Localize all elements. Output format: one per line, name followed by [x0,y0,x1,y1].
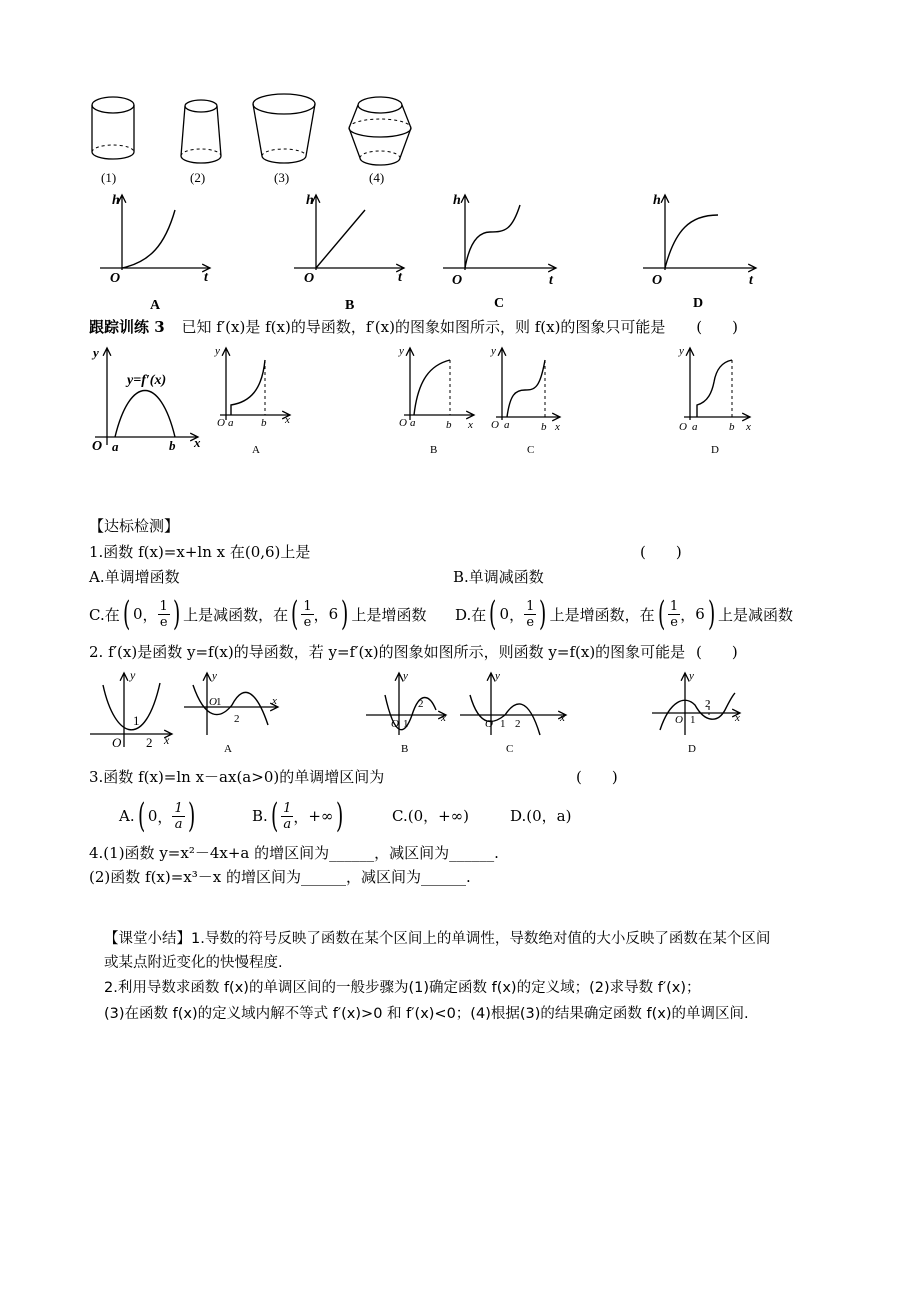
container-label-1: (1) [101,170,117,185]
svg-text:O: O [452,273,463,288]
q1-option-a: A.单调增函数 [89,568,180,586]
q2-derivative-graph [90,668,172,750]
q2-blank: ( ) [695,643,738,661]
svg-text:x: x [272,695,277,707]
exercise3-option-c [490,345,560,456]
svg-text:y: y [403,670,408,682]
q2-stem-line [89,641,738,662]
svg-text:a: a [228,417,234,429]
svg-text:a: a [410,417,416,429]
q2-label-d: D [688,743,696,755]
svg-text:b: b [169,438,176,453]
svg-text:y: y [689,670,694,682]
ht-graph-a [100,193,210,313]
svg-text:h: h [453,193,461,208]
q2-option-d [652,670,740,755]
container-label-3: (3) [274,170,290,185]
derivative-graph [91,345,201,454]
svg-text:O: O [391,718,399,730]
q1-option-d: D.在 ( 0 ， $\frac{1}{e}$ ) 上是增函数，在 ( $\frac{1}{e}$ ， 6 ) 上是减函数 [455,594,794,634]
ht-graph-label-b: B [345,298,355,313]
exercise3-text: 已知 f′(x)是 f(x)的导函数，f′(x)的图象如图所示，则 f(x)的图象只可能是 [181,318,666,336]
summary-line3: 2.利用导数求函数 f(x)的单调区间的一般步骤为(1)确定函数 f(x)的定义域；(2)求导数 f′(x)； [104,980,701,996]
svg-text:O: O [110,271,121,286]
ht-graph-b [294,193,404,313]
svg-text:O: O [679,421,687,433]
svg-text:a: a [112,439,119,454]
svg-text:t: t [549,273,553,288]
exercise3-option-a [214,345,290,456]
container-label-4: (4) [369,170,385,185]
svg-text:x: x [164,733,170,747]
summary-line2: 或某点附近变化的快慢程度. [104,955,283,971]
exercise3-option-b [398,345,474,456]
svg-text:y: y [93,345,99,360]
svg-text:t: t [749,273,753,288]
svg-text:O: O [652,273,663,288]
exercise3-blank: ( ) [696,318,738,336]
exercise3-title: 跟踪训练 3 [89,318,165,336]
svg-text:x: x [468,419,473,431]
svg-text:O: O [675,714,683,726]
svg-text:h: h [653,193,661,208]
exercise3-label-d: D [711,444,719,456]
svg-text:2: 2 [515,718,521,730]
svg-text:a: a [504,419,510,431]
svg-text:y: y [212,670,217,682]
q4-line2: (2)函数 f(x)=x³－x 的增区间为______，减区间为______. [89,868,471,886]
svg-text:y: y [491,345,496,357]
svg-text:O: O [491,419,499,431]
svg-text:x: x [441,712,446,724]
q2-label-b: B [401,743,409,755]
summary-line4: (3)在函数 f(x)的定义域内解不等式 f′(x)>0 和 f′(x)<0；(4)根据(3)的结果确定函数 f(x)的单调区间. [104,1006,749,1022]
q1-option-c: C.在 ( 0 ， $\frac{1}{e}$ ) 上是减函数，在 ( $\frac{1}{e}$ ， 6 ) 上是增函数 [89,594,427,634]
svg-text:y: y [679,345,684,357]
q3-blank: ( ) [576,768,618,786]
svg-text:x: x [285,414,290,426]
q2-figures [0,665,920,765]
svg-text:y: y [399,345,404,357]
q1-blank: ( ) [640,543,682,561]
ht-graph-label-a: A [150,298,161,313]
svg-text:b: b [541,421,547,433]
q3-stem: 3.函数 f(x)=ln x－ax(a>0)的单调增区间为 [89,768,385,786]
svg-text:O: O [399,417,407,429]
svg-text:x: x [560,712,565,724]
exercise3-label-b: B [430,444,438,456]
svg-text:y: y [130,668,136,682]
svg-text:1: 1 [133,713,140,728]
svg-text:b: b [446,419,452,431]
svg-text:b: b [261,417,267,429]
q2-option-c [460,670,566,755]
q2-option-b [366,670,446,755]
svg-text:O: O [209,696,217,708]
exercise3-label-a: A [252,444,260,456]
svg-text:t: t [398,270,402,285]
q3-option-a: A. ( 0 ， $\frac{1}{a}$ ) [119,796,195,836]
q2-option-a [184,670,278,755]
svg-text:x: x [735,712,740,724]
svg-text:h: h [306,193,314,208]
containers-figure [0,0,920,190]
svg-text:y=f′(x): y=f′(x) [127,373,167,388]
svg-text:t: t [204,270,208,285]
summary-line1: 【课堂小结】1.导数的符号反映了函数在某个区间上的单调性，导数绝对值的大小反映了函数在某个区间 [104,931,771,947]
svg-text:O: O [92,439,103,454]
exercise3-option-d [678,345,751,456]
exercise3-line [89,316,738,337]
ht-graph-label-d: D [693,296,704,311]
svg-text:1: 1 [403,718,409,730]
ht-graph-label-c: C [494,296,505,311]
q2-label-c: C [506,743,514,755]
check-heading: 【达标检测】 [89,517,180,535]
svg-text:O: O [112,735,122,750]
svg-text:y: y [495,670,500,682]
svg-text:a: a [692,421,698,433]
q2-stem: 2. f′(x)是函数 y=f(x)的导函数，若 y=f′(x)的图象如图所示，则函数 y=f(x)的图象可能是 [89,643,686,661]
ht-graph-d [643,193,756,311]
q1-option-b: B.单调减函数 [453,568,544,586]
summary-heading: 【课堂小结】 [104,931,191,947]
svg-text:1: 1 [690,714,696,726]
svg-text:x: x [194,435,201,450]
svg-text:2: 2 [705,698,711,710]
ht-graph-c [443,193,556,311]
svg-text:h: h [112,193,120,208]
svg-text:x: x [746,421,751,433]
exercise3-label-c: C [527,444,535,456]
q4-line1: 4.(1)函数 y=x²－4x+a 的增区间为______，减区间为______. [89,844,499,862]
q1-stem: 1.函数 f(x)=x+ln x 在(0,6)上是 [89,543,311,561]
svg-text:O: O [217,417,225,429]
container-2-frustum [181,100,221,163]
svg-text:2: 2 [146,735,153,750]
q3-option-b: B. ( $\frac{1}{a}$ ， +∞ ) [252,796,344,836]
svg-text:x: x [555,421,560,433]
q2-label-a: A [224,743,232,755]
svg-text:2: 2 [234,713,240,725]
svg-text:2: 2 [418,698,424,710]
container-4-double-frustum [349,97,411,165]
svg-text:b: b [729,421,735,433]
height-time-graphs [0,190,920,315]
container-label-2: (2) [190,170,206,185]
container-3-frustum [253,94,315,163]
svg-text:1: 1 [500,718,506,730]
exercise3-figures [0,340,920,460]
svg-text:1: 1 [216,696,222,708]
svg-text:y: y [215,345,220,357]
q3-option-d: D.(0，a) [510,807,572,825]
container-1-cylinder [92,97,134,159]
q3-option-c: C.(0，+∞) [392,807,470,825]
svg-text:O: O [304,271,315,286]
svg-text:O: O [485,718,493,730]
